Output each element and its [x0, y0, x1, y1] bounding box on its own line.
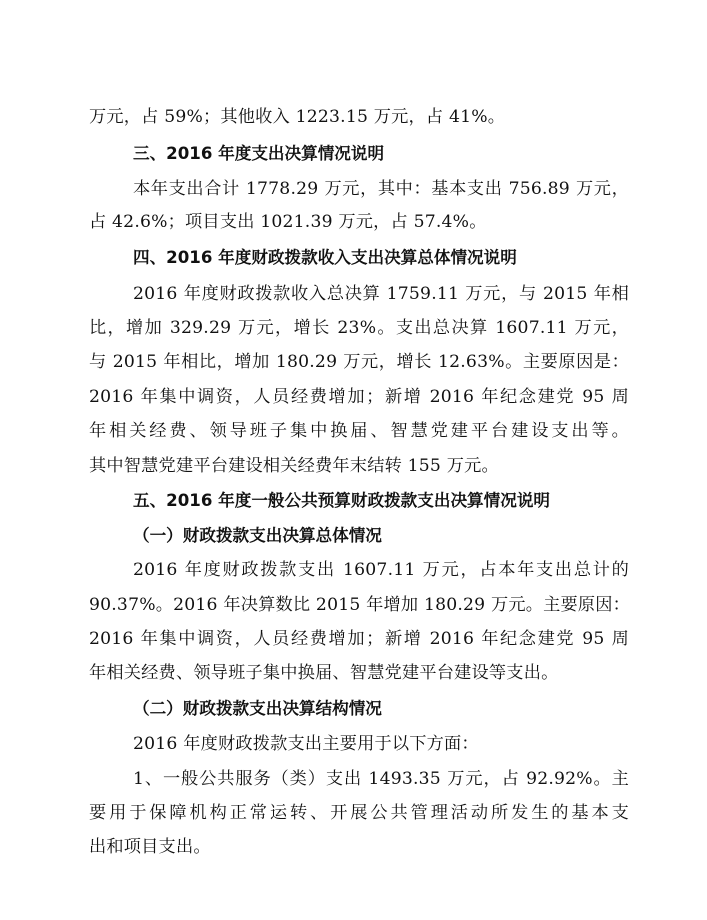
- paragraph-line: 2016 年度财政拨款收入总决算 1759.11 万元，与 2015 年相: [133, 284, 629, 304]
- section-heading-3: 三、2016 年度支出决算情况说明: [133, 144, 385, 163]
- subsection-heading-1: （一）财政拨款支出决算总体情况: [133, 526, 382, 545]
- section-heading-5: 五、2016 年度一般公共预算财政拨款支出决算情况说明: [133, 491, 551, 510]
- paragraph-line: 占 42.6%；项目支出 1021.39 万元，占 57.4%。: [89, 212, 487, 232]
- paragraph-line: 90.37%。2016 年决算数比 2015 年增加 180.29 万元。主要原因：: [89, 595, 631, 615]
- paragraph-line: 2016 年集中调资，人员经费增加；新增 2016 年纪念建党 95 周: [89, 387, 629, 407]
- paragraph-line: 2016 年度财政拨款支出主要用于以下方面：: [133, 734, 479, 754]
- paragraph-line: 出和项目支出。: [89, 837, 211, 857]
- paragraph-line: 与 2015 年相比，增加 180.29 万元，增长 12.63%。主要原因是：: [89, 352, 629, 372]
- paragraph-line: 本年支出合计 1778.29 万元，其中：基本支出 756.89 万元，: [133, 179, 629, 199]
- paragraph-line: 2016 年度财政拨款支出 1607.11 万元，占本年支出总计的: [133, 560, 629, 580]
- paragraph-line: 年相关经费、领导班子集中换届、智慧党建平台建设等支出。: [89, 663, 559, 683]
- paragraph-line: 其中智慧党建平台建设相关经费年末结转 155 万元。: [89, 456, 499, 476]
- paragraph-line: 万元，占 59%；其他收入 1223.15 万元，占 41%。: [89, 107, 506, 127]
- paragraph-line: 要用于保障机构正常运转、开展公共管理活动所发生的基本支: [89, 803, 629, 823]
- paragraph-line: 年相关经费、领导班子集中换届、智慧党建平台建设支出等。: [89, 421, 629, 441]
- section-heading-4: 四、2016 年度财政拨款收入支出决算总体情况说明: [133, 248, 517, 267]
- paragraph-line: 2016 年集中调资，人员经费增加；新增 2016 年纪念建党 95 周: [89, 629, 629, 649]
- paragraph-line: 比，增加 329.29 万元，增长 23%。支出总决算 1607.11 万元，: [89, 318, 629, 338]
- paragraph-line: 1、一般公共服务（类）支出 1493.35 万元，占 92.92%。主: [133, 769, 629, 789]
- subsection-heading-2: （二）财政拨款支出决算结构情况: [133, 699, 382, 718]
